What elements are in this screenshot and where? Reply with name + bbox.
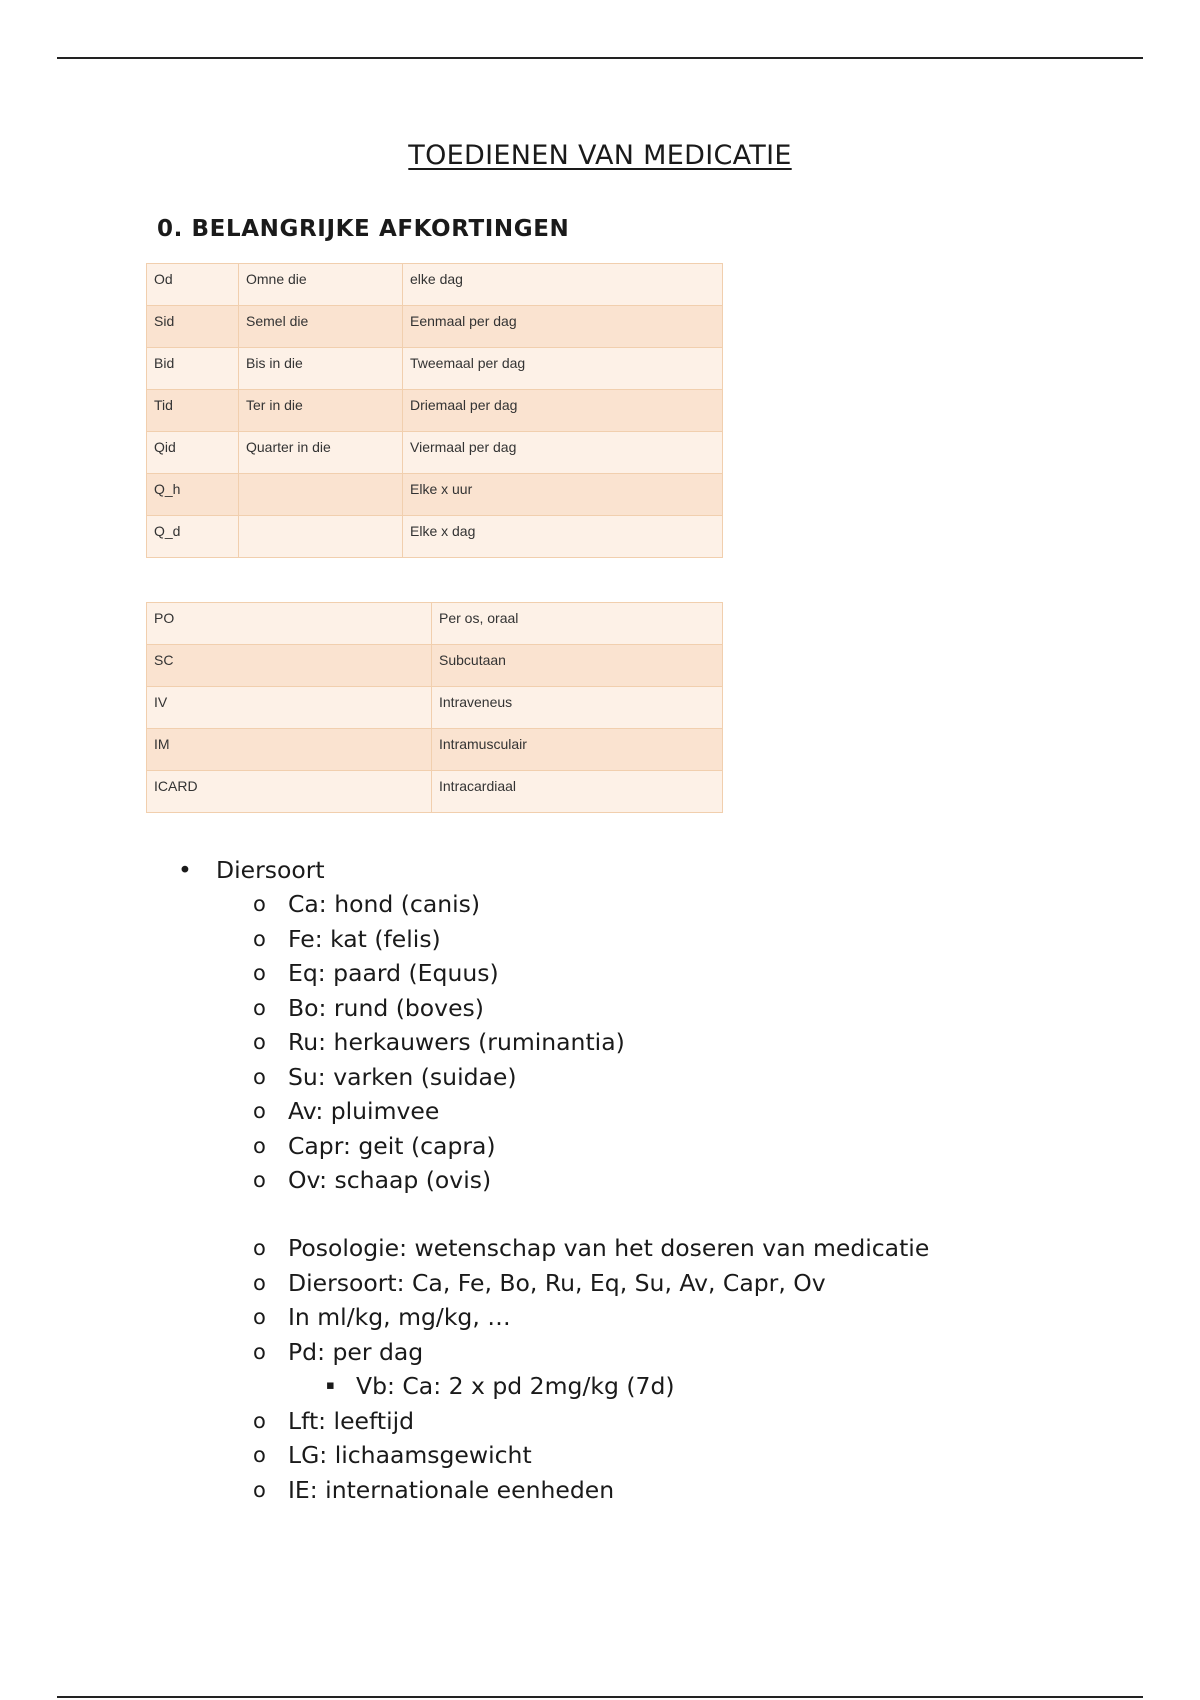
table-cell: Elke x uur [403, 474, 723, 516]
list-item-label: Av: pluimvee [288, 1097, 440, 1125]
list-item-label: Ru: herkauwers (ruminantia) [288, 1028, 625, 1056]
bullet-circle-icon: o [253, 1339, 266, 1364]
table-cell: Subcutaan [432, 645, 723, 687]
list-item-label: Su: varken (suidae) [288, 1062, 517, 1091]
list-item-label: Diersoort [216, 856, 325, 884]
table-cell: Intramusculair [432, 729, 723, 771]
table-cell: IM [147, 729, 432, 771]
bullet-circle-icon: o [253, 892, 266, 916]
list-item [251, 1163, 625, 1198]
page-title: TOEDIENEN VAN MEDICATIE [408, 140, 792, 171]
list-item-label: Diersoort: Ca, Fe, Bo, Ru, Eq, Su, Av, Capr, Ov [288, 1268, 826, 1297]
frequency-abbreviation-table [146, 263, 723, 558]
dosage-list [251, 1231, 929, 1507]
list-item [251, 956, 625, 991]
bullet-circle-icon: o [253, 1305, 266, 1329]
table-row [147, 771, 723, 813]
table-cell: Quarter in die [239, 432, 403, 474]
table-cell: Q_h [147, 474, 239, 516]
list-item [251, 922, 625, 957]
table-cell: Qid [147, 432, 239, 474]
list-item-label: Posologie: wetenschap van het doseren van medicatie [288, 1234, 930, 1262]
table-cell: Intracardiaal [432, 771, 723, 813]
list-item [251, 1094, 625, 1129]
table-cell: elke dag [403, 264, 723, 306]
list-item [251, 1404, 929, 1439]
bullet-circle-icon: o [253, 1133, 266, 1158]
table-cell: Omne die [239, 264, 403, 306]
bullet-circle-icon: o [253, 1443, 266, 1467]
table-row [147, 729, 723, 771]
table-cell: PO [147, 603, 432, 645]
bullet-circle-icon: o [253, 1030, 266, 1054]
bullet-square-icon: ▪ [326, 1378, 335, 1393]
list-item-label: In ml/kg, mg/kg, … [288, 1303, 511, 1331]
table-row [147, 516, 723, 558]
table-row [147, 348, 723, 390]
list-item-label: LG: lichaamsgewicht [288, 1441, 532, 1469]
list-item-label: Eq: paard (Equus) [288, 959, 499, 987]
list-item-label: Capr: geit (capra) [288, 1131, 496, 1160]
sub-list-item [251, 1369, 929, 1404]
footer-rule [57, 1696, 1143, 1698]
table-cell: Driemaal per dag [403, 390, 723, 432]
bullet-circle-icon: o [253, 1236, 266, 1260]
table-row [147, 306, 723, 348]
list-item [251, 991, 625, 1026]
table-cell: Od [147, 264, 239, 306]
table-cell: Sid [147, 306, 239, 348]
bullet-circle-icon: o [253, 1408, 266, 1433]
table-row [147, 264, 723, 306]
table-row [147, 390, 723, 432]
bullet-circle-icon: o [253, 1168, 266, 1192]
header-rule [57, 57, 1143, 59]
example-label: Vb: Ca: 2 x pd 2mg/kg (7d) [356, 1372, 675, 1400]
bullet-circle-icon: o [253, 1099, 266, 1123]
table-cell: Eenmaal per dag [403, 306, 723, 348]
list-item [251, 1231, 929, 1266]
table-cell: Semel die [239, 306, 403, 348]
list-item-label: Lft: leeftijd [288, 1406, 415, 1435]
bullet-dot-icon: • [178, 856, 192, 884]
table-cell: Tid [147, 390, 239, 432]
table-cell: Q_d [147, 516, 239, 558]
bullet-circle-icon: o [253, 961, 266, 985]
table-row [147, 432, 723, 474]
species-list [251, 887, 625, 1198]
list-item [251, 1060, 625, 1095]
table-cell: SC [147, 645, 432, 687]
list-item-label: Ca: hond (canis) [288, 890, 481, 918]
table-cell: Intraveneus [432, 687, 723, 729]
table-cell: Bid [147, 348, 239, 390]
list-item [178, 853, 325, 888]
bullet-circle-icon: o [253, 1270, 266, 1295]
list-item [251, 1438, 929, 1473]
table-cell: IV [147, 687, 432, 729]
table-cell: Tweemaal per dag [403, 348, 723, 390]
list-item-label: IE: internationale eenheden [288, 1475, 615, 1504]
table-row [147, 603, 723, 645]
table-cell: Ter in die [239, 390, 403, 432]
table-cell: ICARD [147, 771, 432, 813]
table-cell: Viermaal per dag [403, 432, 723, 474]
list-item [251, 1025, 625, 1060]
list-item-label: Bo: rund (boves) [288, 993, 484, 1022]
list-item-label: Fe: kat (felis) [288, 924, 441, 953]
table-cell [239, 474, 403, 516]
bullet-circle-icon: o [253, 1477, 266, 1502]
list-item [251, 1129, 625, 1164]
list-item-label: Ov: schaap (ovis) [288, 1166, 492, 1194]
list-item [251, 1473, 929, 1508]
table-row [147, 645, 723, 687]
route-abbreviation-table [146, 602, 723, 813]
table-row [147, 687, 723, 729]
table-row [147, 474, 723, 516]
list-item [251, 887, 625, 922]
list-item-label: Pd: per dag [288, 1337, 424, 1366]
table-cell: Per os, oraal [432, 603, 723, 645]
bullet-circle-icon: o [253, 926, 266, 951]
table-cell: Elke x dag [403, 516, 723, 558]
bullet-circle-icon: o [253, 995, 266, 1020]
section-heading: 0. BELANGRIJKE AFKORTINGEN [157, 216, 570, 242]
bullet-circle-icon: o [253, 1064, 266, 1089]
table-cell: Bis in die [239, 348, 403, 390]
list-item [251, 1266, 929, 1301]
table-cell [239, 516, 403, 558]
list-item [251, 1335, 929, 1370]
list-item [251, 1300, 929, 1335]
species-heading-list [178, 853, 325, 888]
